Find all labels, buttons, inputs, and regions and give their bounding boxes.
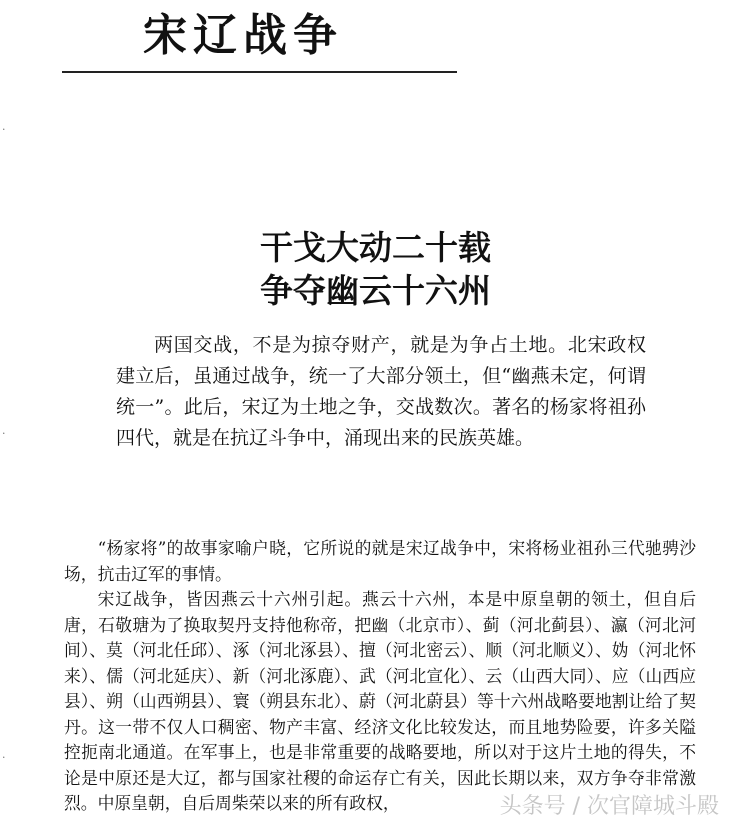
headline-line-1: 干戈大动二十载	[260, 228, 491, 267]
chapter-title: 宋辽战争	[143, 10, 343, 61]
section-headline	[0, 226, 741, 312]
body-text	[64, 536, 696, 817]
margin-mark: ·	[2, 751, 6, 764]
body-paragraph-1: “杨家将”的故事家喻户晓，它所说的就是宋辽战争中，宋将杨业祖孙三代驰骋沙场，抗击辽军的事情。	[64, 538, 696, 584]
watermark: 头条号 / 次官障城斗殿	[499, 794, 719, 819]
title-underline	[62, 71, 457, 73]
margin-mark: ·	[2, 123, 6, 136]
headline-line-2: 争夺幽云十六州	[260, 271, 491, 310]
intro-summary	[116, 330, 646, 454]
margin-mark: ·	[2, 427, 6, 440]
intro-paragraph: 两国交战，不是为掠夺财产，就是为争占土地。北宋政权建立后，虽通过战争，统一了大部分领土，但“幽燕未定，何谓统一”。此后，宋辽为土地之争，交战数次。著名的杨家将祖孙四代，就是在抗辽斗争中，涌现出来的民族英雄。	[116, 334, 646, 449]
body-paragraph-2: 宋辽战争，皆因燕云十六州引起。燕云十六州，本是中原皇朝的领土，但自后唐，石敬瑭为了换取契丹支持他称帝，把幽（北京市）、蓟（河北蓟县）、瀛（河北河间）、莫（河北任邱）、涿（河北涿县）、擅（河北密云）、顺（河北顺义）、妫（河北怀来）、儒（河北延庆）、新（河北涿鹿）、武（河北宣化）、云（山西大同）、应（山西应县）、朔（山西朔县）、寰（朔县东北）、蔚（河北蔚县）等十六州战略要地割让给了契丹。这一带不仅人口稠密、物产丰富、经济文化比较发达，而且地势险要，许多关隘控扼南北通道。在军事上，也是非常重要的战略要地，所以对于这片土地的得失，不论是中原还是大辽，都与国家社稷的命运存亡有关，因此长期以来，双方争夺非常激烈。中原皇朝，自后周柴荣以来的所有政权，	[64, 589, 696, 813]
